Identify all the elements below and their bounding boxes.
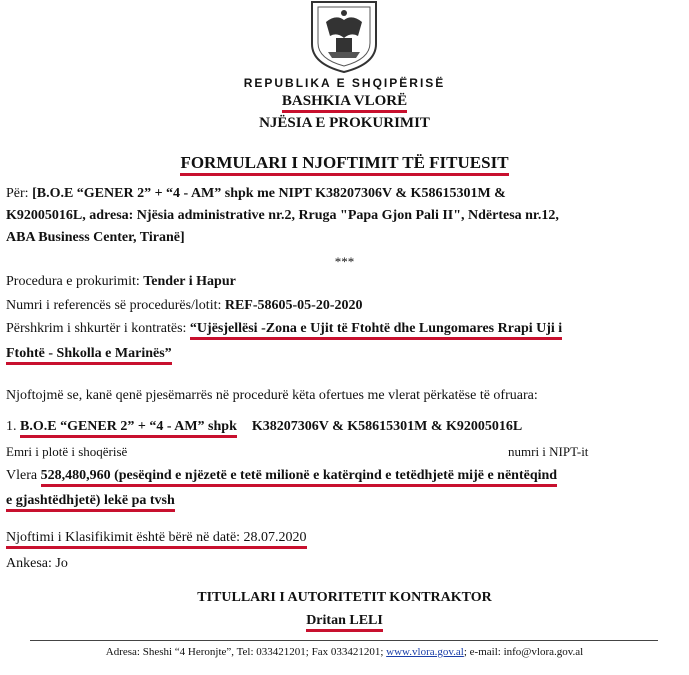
procedure-value: Tender i Hapur xyxy=(143,274,236,289)
reference-row xyxy=(6,298,363,314)
description-value-1: “Ujësjellësi -Zona e Ujit të Ftohtë dhe Lungomares Rrapi Uji i xyxy=(190,321,562,340)
bidder-nipt-label: numri i NIPT-it xyxy=(508,444,589,459)
classification-row xyxy=(6,530,307,546)
bidder-name-label: Emri i plotë i shoqërisë xyxy=(6,444,128,459)
signature-title: TITULLARI I AUTORITETIT KONTRAKTOR xyxy=(197,590,492,605)
reference-label: Numri i referencës së procedurës/lotit: xyxy=(6,298,222,313)
footer-website-link[interactable]: www.vlora.gov.al xyxy=(386,646,464,658)
municipality-heading xyxy=(0,93,689,110)
description-row-1 xyxy=(6,321,562,337)
procedure-label: Procedura e prokurimit: xyxy=(6,274,140,289)
value-amount-underlined xyxy=(41,468,557,487)
republic-heading: REPUBLIKA E SHQIPËRISË xyxy=(243,76,446,90)
value-row-2 xyxy=(6,493,175,509)
coat-of-arms-logo xyxy=(306,0,382,74)
recipient-line-3: ABA Business Center, Tiranë] xyxy=(6,230,185,245)
procurement-unit-heading: NJËSIA E PROKURIMIT xyxy=(259,115,430,131)
footer-address-text: Adresa: Sheshi “4 Heronjte”, Tel: 033421201; Fax 033421201; xyxy=(105,646,384,658)
page-title xyxy=(0,153,689,173)
recipient-text-1: [B.O.E “GENER 2” + “4 - AM” shpk me NIPT K38207306V & K58615301M & xyxy=(32,186,506,201)
signature-name-row xyxy=(0,613,689,629)
value-words-1: (pesëqind e njëzetë e tetë milionë e katërqind e tetëdhjetë mijë e nëntëqind xyxy=(114,468,558,483)
recipient-line-2: K92005016L, adresa: Njësia administrative nr.2, Rruga "Papa Gjon Pali II", Ndërtesa nr.12, xyxy=(6,208,559,223)
complaint-row: Ankesa: Jo xyxy=(6,556,68,571)
bidder-name: B.O.E “GENER 2” + “4 - AM” shpk xyxy=(20,419,237,438)
description-label: Përshkrim i shkurtër i kontratës: xyxy=(6,321,187,336)
procedure-row xyxy=(6,274,236,290)
separator: *** xyxy=(334,254,355,269)
bidder-nipt: K38207306V & K58615301M & K92005016L xyxy=(251,419,523,434)
title-text: FORMULARI I NJOFTIMIT TË FITUESIT xyxy=(180,153,508,176)
value-words-2: e gjashtëdhjetë) lekë pa tvsh xyxy=(6,493,175,512)
municipality-name: BASHKIA VLORË xyxy=(282,93,407,113)
footer-address xyxy=(0,646,689,658)
description-row-2 xyxy=(6,346,172,362)
classification-text: Njoftimi i Klasifikimit është bërë në datë: 28.07.2020 xyxy=(6,530,307,549)
value-amount: 528,480,960 xyxy=(40,468,111,483)
footer-email: ; e-mail: info@vlora.gov.al xyxy=(463,646,584,658)
reference-value: REF-58605-05-20-2020 xyxy=(224,298,363,313)
value-label: Vlera xyxy=(6,468,38,483)
bidder-row xyxy=(6,419,522,435)
signatory-name: Dritan LELI xyxy=(306,613,383,632)
participants-notice: Njoftojmë se, kanë qenë pjesëmarrës në procedurë këta ofertues me vlerat përkatëse të ofruara: xyxy=(6,388,538,403)
recipient-prefix: Për: xyxy=(6,186,29,201)
value-row-1 xyxy=(6,468,557,484)
description-value-2: Ftohtë - Shkolla e Marinës” xyxy=(6,346,172,365)
footer-divider xyxy=(30,640,658,641)
bidder-number: 1. xyxy=(6,419,17,434)
recipient-line-1 xyxy=(6,186,506,202)
